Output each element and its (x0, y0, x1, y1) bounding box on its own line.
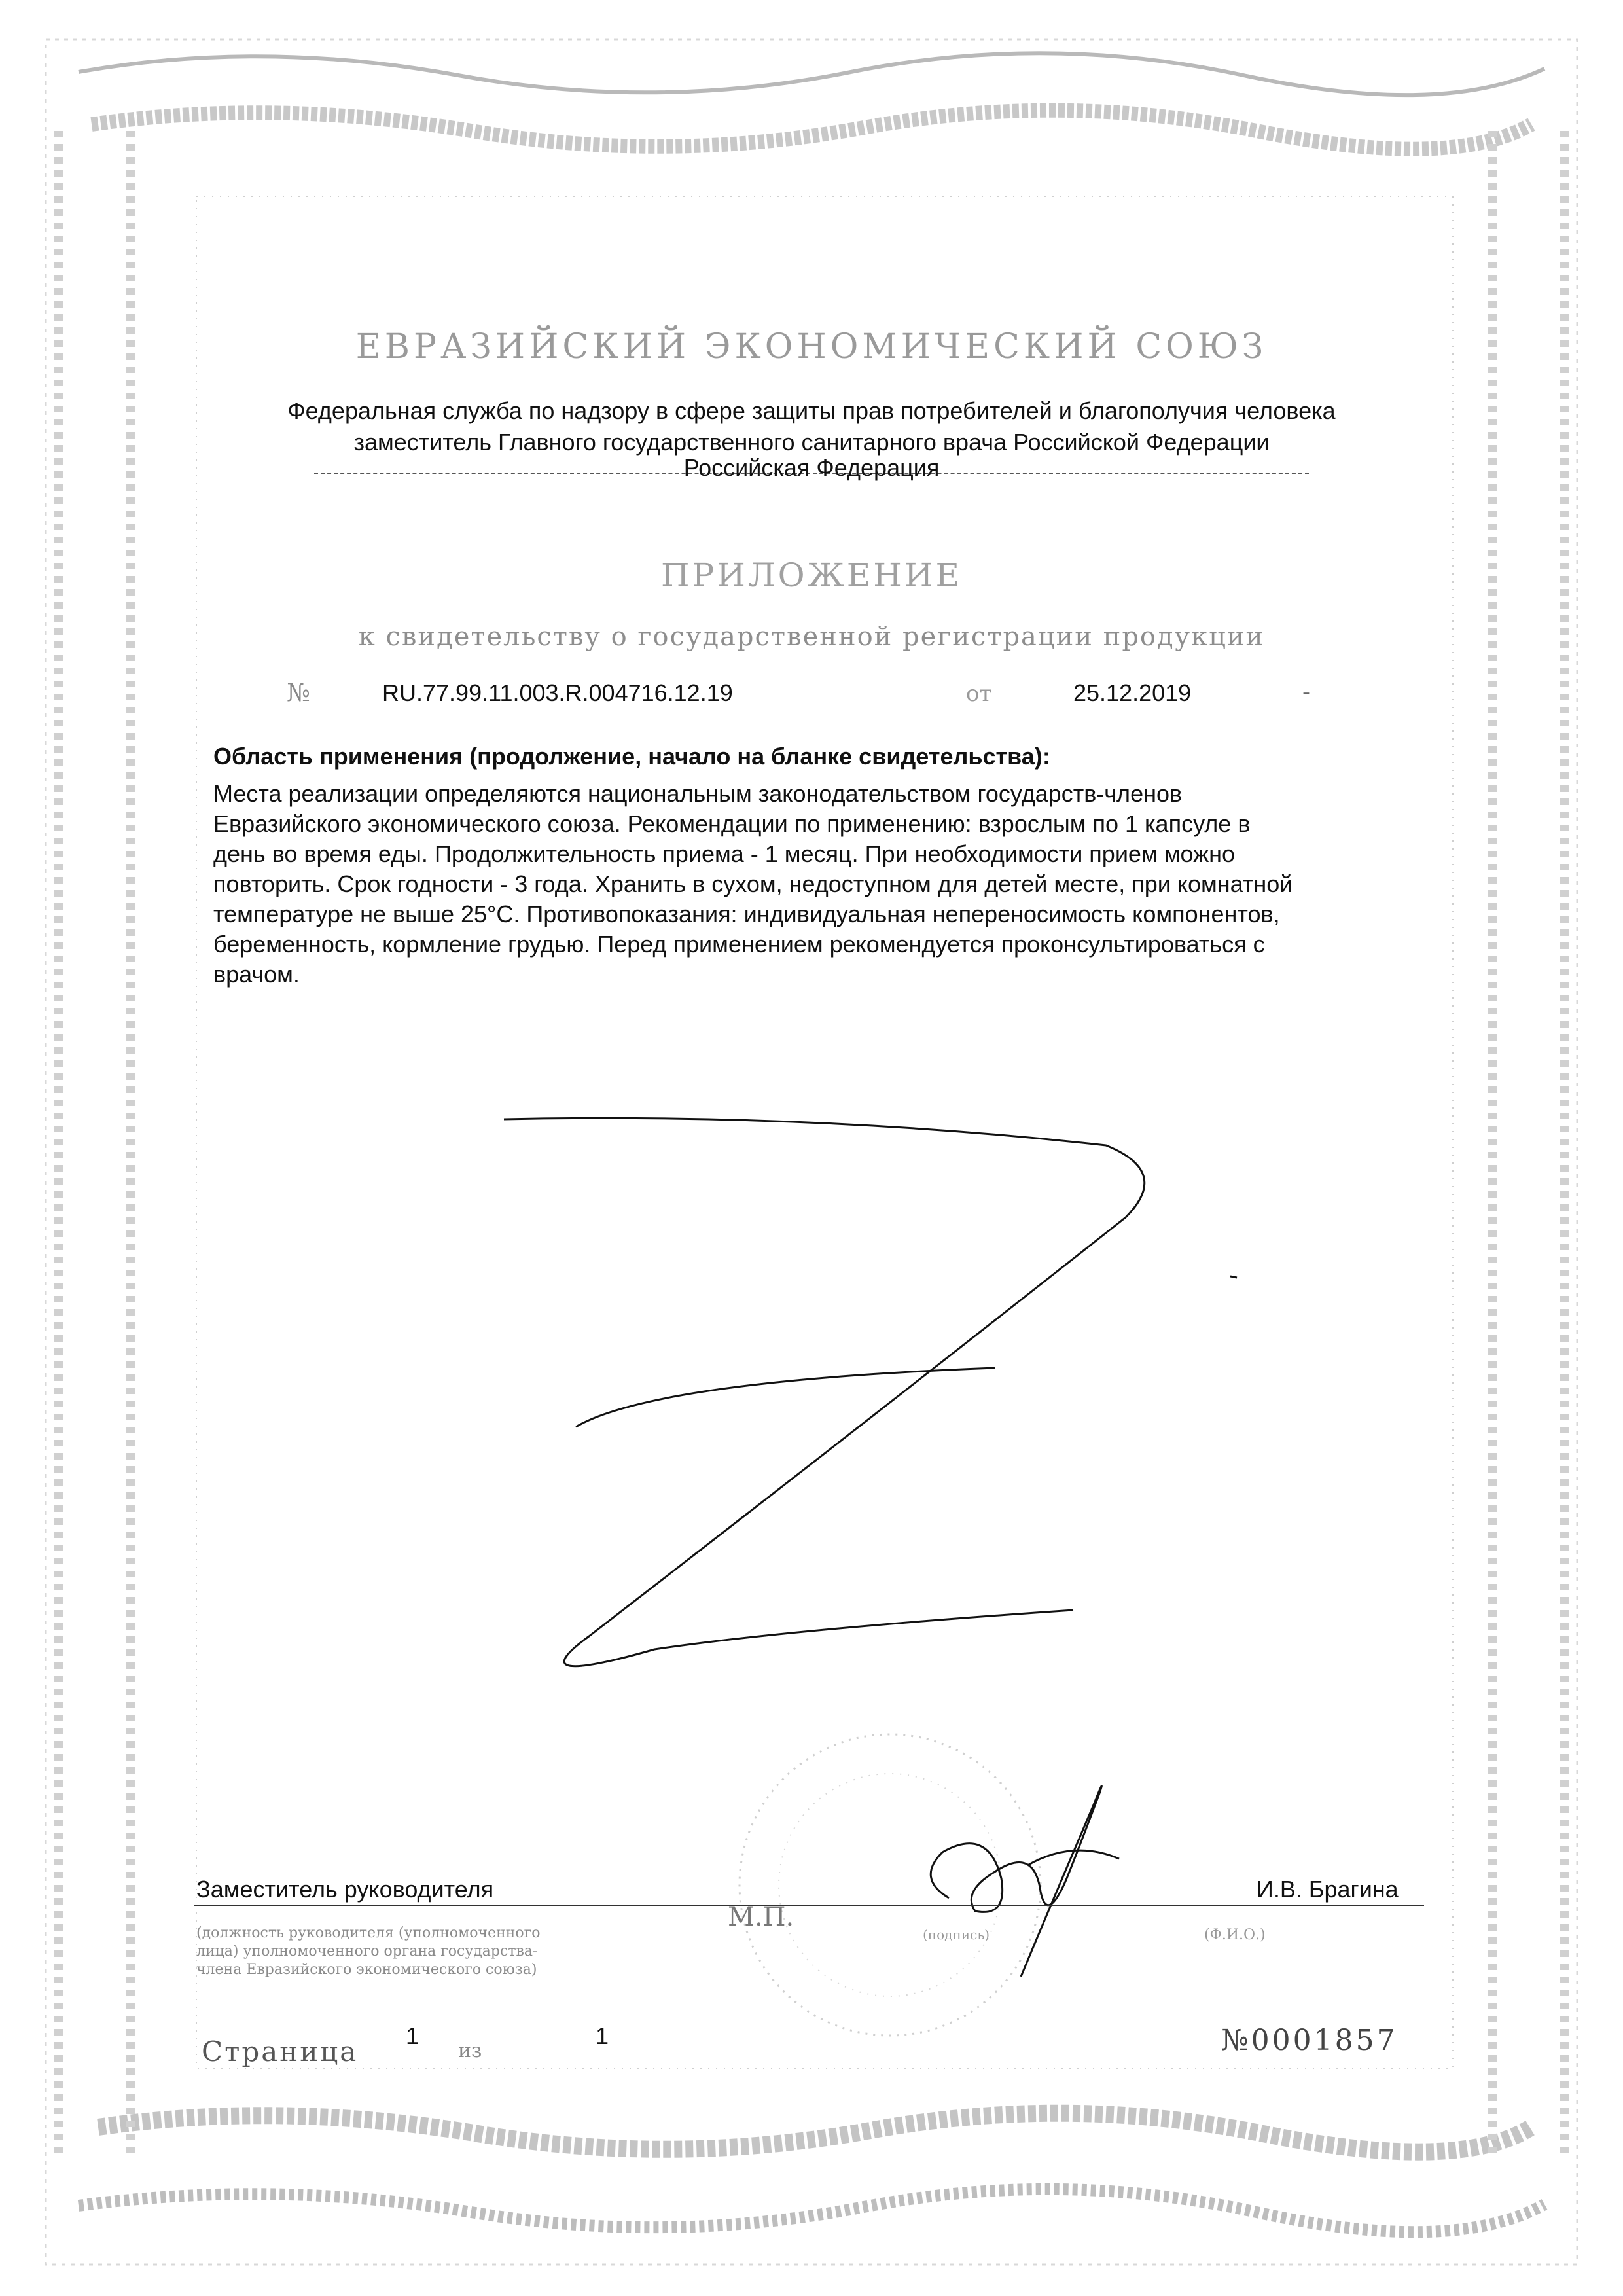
body-text (213, 779, 1457, 990)
registration-date: 25.12.2019 (1073, 679, 1192, 706)
body-line: беременность, кормление грудью. Перед применением рекомендуется проконсультироваться с (213, 931, 1265, 958)
position-caption (196, 1924, 785, 1979)
body-line: врачом. (213, 961, 300, 988)
caption-line: (должность руководителя (уполномоченного (196, 1925, 541, 1941)
page-current: 1 (406, 2022, 419, 2049)
cancellation-z-stroke (419, 1073, 1257, 1689)
date-prefix: от (966, 681, 992, 707)
agency-line-1: Федеральная служба по надзору в сфере защиты прав потребителей и благополучия человека (287, 397, 1336, 424)
number-sign: № (287, 678, 310, 707)
fio-caption: (Ф.И.О.) (1204, 1927, 1266, 1943)
signatory-name: И.В. Брагина (1257, 1876, 1399, 1903)
page-total: 1 (596, 2022, 609, 2049)
handwritten-signature (903, 1767, 1152, 1990)
body-line: температуре не выше 25°С. Противопоказания: индивидуальная непереносимость компонентов, (213, 901, 1280, 927)
page-of: из (458, 2039, 482, 2062)
document-subtitle: к свидетельству о государственной регистрации продукции (358, 622, 1265, 652)
signature-caption: (подпись) (923, 1927, 990, 1943)
body-line: Места реализации определяются национальным законодательством государств-членов (213, 780, 1183, 807)
signatory-position: Заместитель руководителя (196, 1876, 494, 1903)
country: Российская Федерация (683, 454, 940, 481)
body-line: повторить. Срок годности - 3 года. Хранить в сухом, недоступном для детей месте, при комнатной (213, 870, 1293, 897)
union-title: ЕВРАЗИЙСКИЙ ЭКОНОМИЧЕСКИЙ СОЮЗ (355, 327, 1268, 367)
page-label: Страница (202, 2036, 359, 2068)
caption-line: лица) уполномоченного органа государства- (196, 1943, 538, 1960)
section-heading: Область применения (продолжение, начало на бланке свидетельства): (213, 743, 1050, 770)
agency-name (196, 395, 1427, 458)
document-title: ПРИЛОЖЕНИЕ (661, 556, 962, 594)
agency-line-2: заместитель Главного государственного санитарного врача Российской Федерации (353, 429, 1270, 456)
stamp-label: М.П. (728, 1902, 794, 1932)
signature-underline (194, 1905, 1424, 1906)
date-suffix: - (1302, 678, 1310, 705)
body-line: день во время еды. Продолжительность приема - 1 месяц. При необходимости прием можно (213, 840, 1236, 867)
registration-number: RU.77.99.11.003.R.004716.12.19 (382, 679, 733, 706)
serial-number: №0001857 (1221, 2024, 1398, 2057)
body-line: Евразийского экономического союза. Рекомендации по применению: взрослым по 1 капсуле в (213, 810, 1251, 837)
caption-line: члена Евразийского экономического союза) (196, 1962, 537, 1978)
